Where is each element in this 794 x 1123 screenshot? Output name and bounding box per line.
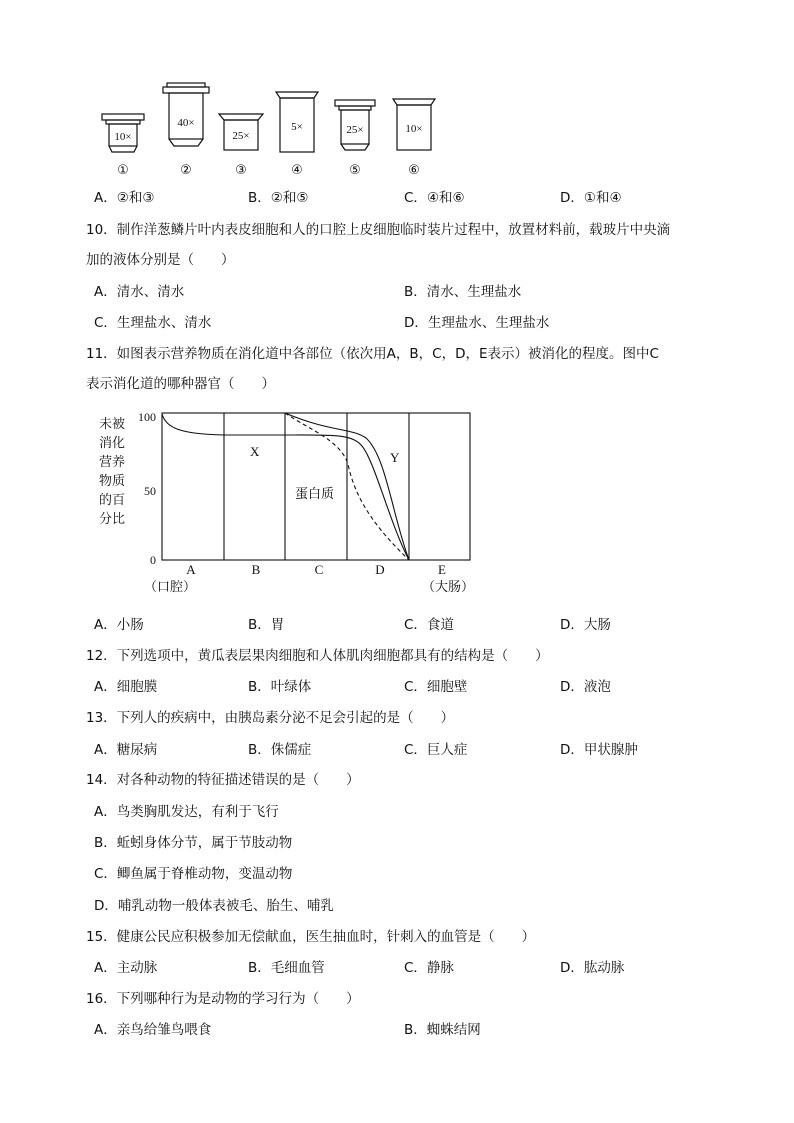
q16-stem: 16．下列哪种行为是动物的学习行为（ ） bbox=[86, 991, 360, 1007]
q12-stem: 12．下列选项中，黄瓜表层果肉细胞和人体肌肉细胞都具有的结构是（ ） bbox=[86, 648, 549, 664]
lens-3-number: ③ bbox=[235, 163, 247, 178]
q15-option-a: A．主动脉 bbox=[94, 960, 158, 976]
q15-option-d: D．肱动脉 bbox=[560, 960, 625, 976]
lens-1-mag: 10× bbox=[114, 131, 132, 143]
q10-stem-line2: 加的液体分别是（ ） bbox=[86, 252, 235, 268]
q13-option-b: B．侏儒症 bbox=[248, 742, 312, 758]
lens-6-mag: 10× bbox=[405, 123, 423, 135]
q10-option-c: C．生理盐水、清水 bbox=[94, 315, 212, 331]
q15-option-b: B．毛细血管 bbox=[248, 960, 325, 976]
ylabel-line-4: 物质 bbox=[98, 474, 126, 489]
ytick-100: 100 bbox=[138, 410, 156, 424]
q10-stem-line1: 10．制作洋葱鳞片叶内表皮细胞和人的口腔上皮细胞临时装片过程中，放置材料前，载玻片中央滴 bbox=[86, 222, 671, 238]
q13-option-c: C．巨人症 bbox=[404, 742, 468, 758]
q11-stem-line2: 表示消化道的哪种器官（ ） bbox=[86, 376, 275, 392]
q15-option-c: C．静脉 bbox=[404, 960, 454, 976]
protein-label: 蛋白质 bbox=[295, 487, 335, 502]
q9-option-a: A．②和③ bbox=[94, 190, 155, 206]
sublabel-mouth: （口腔） bbox=[143, 580, 197, 595]
q12-option-a: A．细胞膜 bbox=[94, 679, 158, 695]
lens-6-number: ⑥ bbox=[408, 163, 420, 178]
q11-option-d: D．大肠 bbox=[560, 617, 611, 633]
q14-option-c: C．鲫鱼属于脊椎动物，变温动物 bbox=[94, 866, 293, 882]
q11-option-b: B．胃 bbox=[248, 617, 285, 633]
q14-option-a: A．鸟类胸肌发达，有利于飞行 bbox=[94, 804, 279, 820]
ylabel-line-5: 的百 bbox=[98, 493, 126, 508]
ytick-50: 50 bbox=[144, 484, 156, 498]
q11-option-c: C．食道 bbox=[404, 617, 454, 633]
q13-option-d: D．甲状腺肿 bbox=[560, 742, 638, 758]
q11-option-a: A．小肠 bbox=[94, 617, 144, 633]
lens-figure bbox=[90, 78, 450, 182]
lens-5-mag: 25× bbox=[346, 124, 364, 136]
lens-1-number: ① bbox=[117, 163, 129, 178]
q12-option-b: B．叶绿体 bbox=[248, 679, 312, 695]
curve-y-label: Y bbox=[390, 450, 400, 465]
section-c: C bbox=[314, 562, 324, 577]
q10-option-d: D．生理盐水、生理盐水 bbox=[404, 315, 550, 331]
lens-4-mag: 5× bbox=[291, 121, 303, 133]
ylabel-line-3: 营养 bbox=[98, 455, 126, 470]
lens-2-mag: 40× bbox=[177, 117, 195, 129]
q16-option-a: A．亲鸟给雏鸟喂食 bbox=[94, 1022, 212, 1038]
q16-option-b: B．蜘蛛结网 bbox=[404, 1022, 481, 1038]
q13-option-a: A．糖尿病 bbox=[94, 742, 158, 758]
q9-option-d: D．①和④ bbox=[560, 190, 622, 206]
ylabel-line-6: 分比 bbox=[98, 512, 126, 527]
ylabel-line-2: 消化 bbox=[98, 436, 126, 451]
section-d: D bbox=[375, 562, 385, 577]
q13-stem: 13．下列人的疾病中，由胰岛素分泌不足会引起的是（ ） bbox=[86, 710, 455, 726]
ytick-0: 0 bbox=[150, 553, 156, 567]
lens-4-number: ④ bbox=[291, 163, 303, 178]
q9-option-c: C．④和⑥ bbox=[404, 190, 465, 206]
lens-2-number: ② bbox=[180, 163, 192, 178]
lens-3-mag: 25× bbox=[232, 130, 250, 142]
q12-option-d: D．液泡 bbox=[560, 679, 611, 695]
ylabel-line-1: 未被 bbox=[98, 417, 126, 432]
q14-option-b: B．蚯蚓身体分节，属于节肢动物 bbox=[94, 835, 293, 851]
q12-option-c: C．细胞壁 bbox=[404, 679, 468, 695]
sublabel-large-intestine: （大肠） bbox=[421, 580, 475, 595]
q15-stem: 15．健康公民应积极参加无偿献血，医生抽血时，针刺入的血管是（ ） bbox=[86, 929, 536, 945]
curve-x-label: X bbox=[250, 444, 260, 459]
lens-5-number: ⑤ bbox=[349, 163, 361, 178]
section-e: E bbox=[438, 562, 446, 577]
q10-option-b: B．清水、生理盐水 bbox=[404, 284, 522, 300]
lens-2 bbox=[163, 83, 209, 146]
section-b: B bbox=[251, 562, 261, 577]
digestion-chart bbox=[90, 404, 490, 600]
q11-stem-line1: 11．如图表示营养物质在消化道中各部位（依次用A，B，C，D，E表示）被消化的程度。图中C bbox=[86, 346, 659, 362]
q10-option-a: A．清水、清水 bbox=[94, 284, 185, 300]
q14-stem: 14．对各种动物的特征描述错误的是（ ） bbox=[86, 772, 360, 788]
section-a: A bbox=[186, 562, 196, 577]
q9-option-b: B．②和⑤ bbox=[248, 190, 309, 206]
q14-option-d: D．哺乳动物一般体表被毛、胎生、哺乳 bbox=[94, 898, 334, 914]
